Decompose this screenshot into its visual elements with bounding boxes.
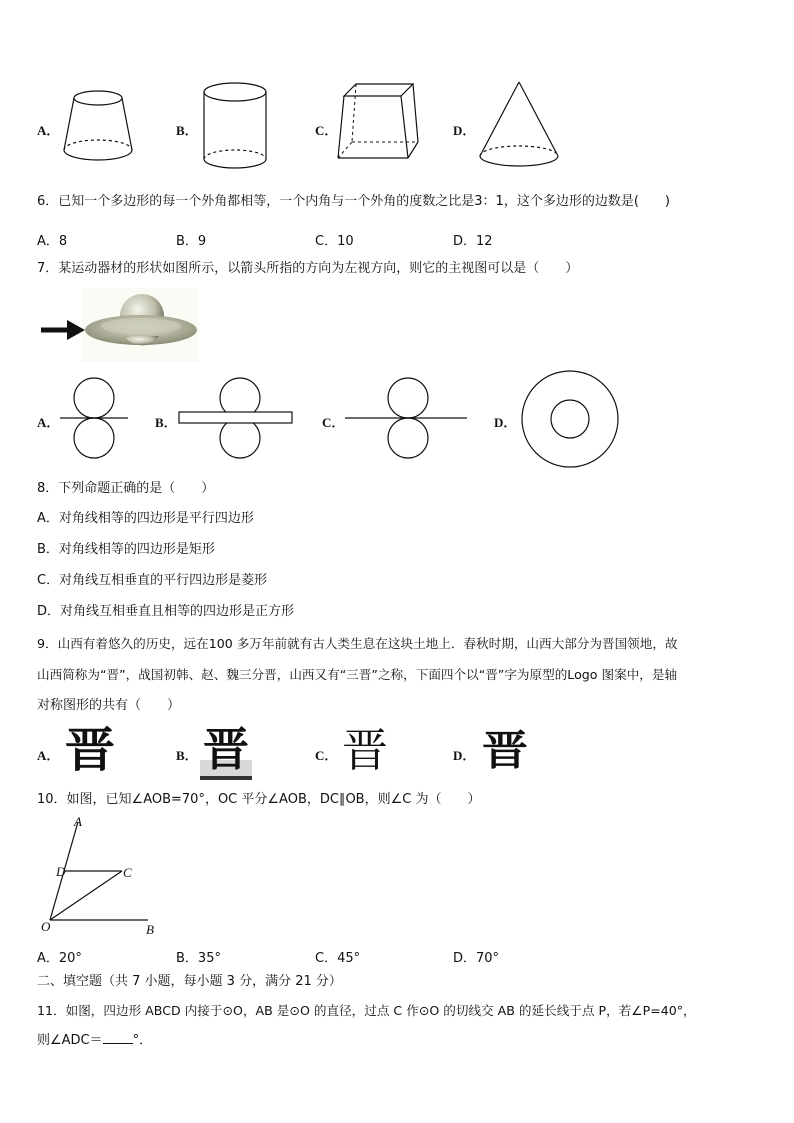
q6-option-a: A．8 xyxy=(37,234,68,249)
q10-point-c-label: C xyxy=(123,865,132,880)
q8-option-d: D．对角线互相垂直且相等的四边形是正方形 xyxy=(37,604,295,619)
q10-option-d: D．70° xyxy=(453,951,500,966)
q11-line-2-suffix: °． xyxy=(132,1033,153,1048)
q6-question-text: 6．已知一个多边形的每一个外角都相等，一个内角与一个外角的度数之比是3：1，这个多边形的边数是( ) xyxy=(37,194,670,209)
q5-option-b-label: B． xyxy=(176,123,198,138)
q7-option-c-label: C． xyxy=(322,415,345,430)
q7-option-b-label: B． xyxy=(155,415,177,430)
q5-frustum-prism-figure xyxy=(338,82,428,164)
q10-point-a-label: A xyxy=(74,814,82,829)
q7-option-a-label: A． xyxy=(37,415,60,430)
q5-truncated-cone-figure xyxy=(60,88,140,168)
q10-point-o-label: O xyxy=(41,919,51,934)
q6-option-d: D．12 xyxy=(453,234,493,249)
q11-answer-blank[interactable] xyxy=(103,1031,133,1044)
q6-option-b: B．9 xyxy=(176,234,207,249)
q9-logo-c: 晋 xyxy=(342,723,388,777)
q5-option-c-label: C． xyxy=(315,123,338,138)
q9-option-d-label: D． xyxy=(453,748,476,763)
q7-option-d-label: D． xyxy=(494,415,517,430)
q7-option-c-figure xyxy=(345,376,469,464)
q5-option-a-label: A． xyxy=(37,123,60,138)
q5-cone-figure xyxy=(478,80,564,170)
q11-question-line-1: 11．如图，四边形 ABCD 内接于⊙O，AB 是⊙O 的直径，过点 C 作⊙O 的切线交 AB 的延长线于点 P，若∠P=40°， xyxy=(37,1003,696,1018)
q5-cylinder-figure xyxy=(203,82,273,172)
q8-option-c: C．对角线互相垂直的平行四边形是菱形 xyxy=(37,573,268,588)
q10-point-b-label: B xyxy=(146,922,154,937)
q10-option-b: B．35° xyxy=(176,951,221,966)
q9-question-line-3: 对称图形的共有（ ） xyxy=(37,698,181,713)
q8-option-b: B．对角线相等的四边形是矩形 xyxy=(37,542,215,557)
q10-question-text: 10．如图，已知∠AOB=70°，OC 平分∠AOB，DC∥OB，则∠C 为（ ） xyxy=(37,792,481,807)
q8-question-text: 8．下列命题正确的是（ ） xyxy=(37,481,215,496)
q7-equipment-figure xyxy=(37,288,202,363)
q7-option-a-figure xyxy=(60,376,130,464)
q11-question-line-2 xyxy=(37,1031,152,1050)
q9-logo-a: 晋 xyxy=(64,722,116,778)
q9-option-c-label: C． xyxy=(315,748,338,763)
q9-question-line-2: 山西简称为“晋”，战国初韩、赵、魏三分晋，山西又有“三晋”之称，下面四个以“晋”字为原型的Logo 图案中，是轴 xyxy=(37,667,678,682)
q9-option-a-label: A． xyxy=(37,748,60,763)
q7-option-b-figure xyxy=(178,376,294,464)
q8-option-a: A．对角线相等的四边形是平行四边形 xyxy=(37,511,254,526)
q9-logo-b: 晋 xyxy=(200,722,252,780)
q9-question-line-1: 9．山西有着悠久的历史，远在100 多万年前就有古人类生息在这块土地上．春秋时期，山西大部分为晋国领地，故 xyxy=(37,636,678,651)
q9-logo-d: 晋 xyxy=(482,725,528,775)
q10-point-d-label: D xyxy=(56,864,66,879)
q9-option-b-label: B． xyxy=(176,748,198,763)
q5-option-d-label: D． xyxy=(453,123,476,138)
q7-option-d-figure xyxy=(518,370,622,470)
q10-option-c: C．45° xyxy=(315,951,361,966)
q10-option-a: A．20° xyxy=(37,951,82,966)
q7-question-text: 7．某运动器材的形状如图所示，以箭头所指的方向为左视方向，则它的主视图可以是（ ） xyxy=(37,261,579,276)
q11-line-2-prefix: 则∠ADC＝ xyxy=(37,1033,103,1048)
q6-option-c: C．10 xyxy=(315,234,354,249)
section-2-heading: 二、填空题（共 7 小题，每小题 3 分，满分 21 分） xyxy=(37,974,342,989)
